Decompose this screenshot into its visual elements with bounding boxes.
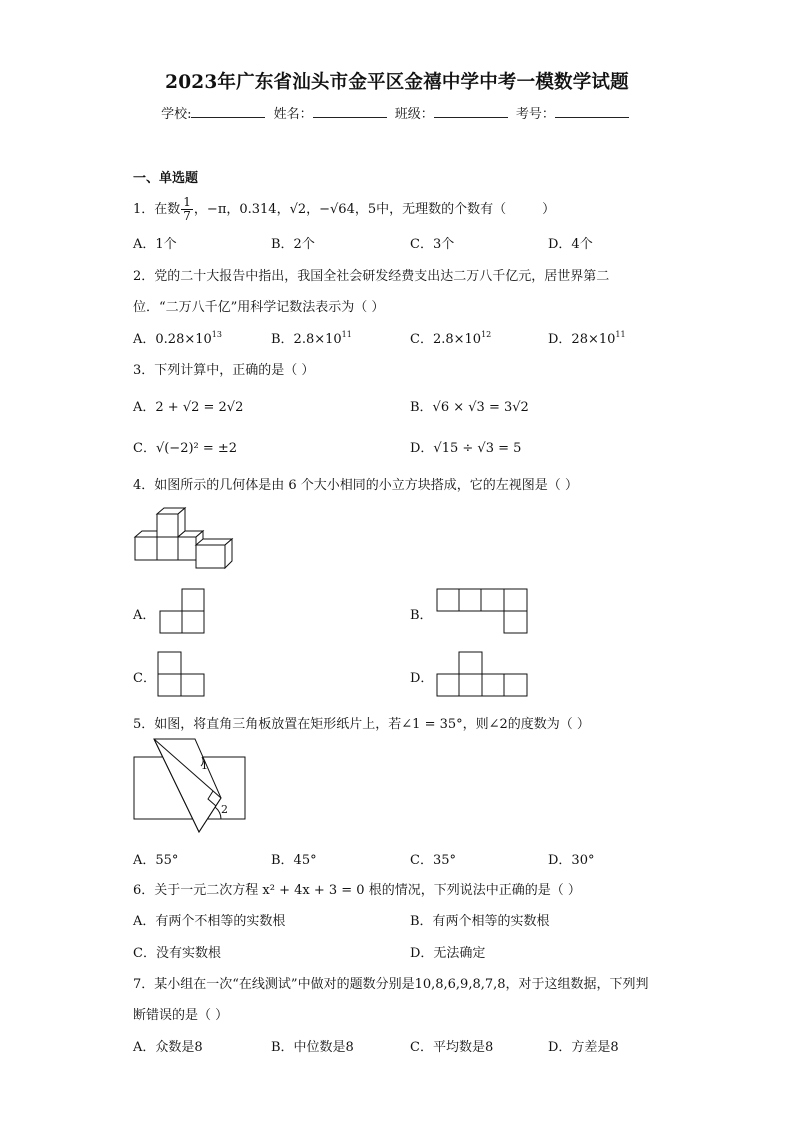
- question-7-option-a[interactable]: A．众数是8: [133, 1040, 203, 1055]
- question-5-option-c[interactable]: C．35°: [410, 853, 456, 868]
- question-5-option-a[interactable]: A．55°: [133, 853, 179, 868]
- question-2-option-d[interactable]: D．$28\times 10^{11}$: [548, 330, 626, 347]
- question-1-option-a[interactable]: A．1个: [133, 237, 177, 252]
- page-title: 2023年广东省汕头市金平区金禧中学中考一模数学试题: [165, 72, 629, 93]
- angle-2-label: 2: [221, 803, 228, 816]
- question-7-option-c[interactable]: C．平均数是8: [410, 1040, 494, 1055]
- question-1-option-c[interactable]: C．3个: [410, 237, 455, 252]
- question-5-stem: 5．如图，将直角三角板放置在矩形纸片上，若∠1 = 35°，则∠2的度数为（ ）: [133, 717, 590, 732]
- option-a-view-figure: [159, 588, 207, 636]
- question-6-option-d[interactable]: D．无法确定: [410, 946, 486, 961]
- name-label: 姓名：: [273, 107, 313, 122]
- question-2-option-b[interactable]: B．$2.8\times 10^{11}$: [271, 330, 352, 347]
- name-field[interactable]: [313, 105, 387, 118]
- exam-number-label: 考号：: [515, 107, 555, 122]
- question-6-stem: 6．关于一元二次方程 x² + 4x + 3 = 0 根的情况，下列说法中正确的是（ ）: [133, 883, 581, 898]
- question-2-stem-line1: 2．党的二十大报告中指出，我国全社会研发经费支出达二万八千亿元，居世界第二: [133, 269, 610, 284]
- question-5-option-b[interactable]: B．45°: [271, 853, 317, 868]
- option-d-view-figure: [436, 651, 530, 699]
- question-1-option-b[interactable]: B．2个: [271, 237, 315, 252]
- exam-number-field[interactable]: [555, 105, 629, 118]
- student-info-row: [0, 103, 794, 122]
- school-field[interactable]: [191, 105, 265, 118]
- question-4-option-b[interactable]: B．: [410, 608, 433, 623]
- question-2-stem-line2: 位．“二万八千亿”用科学记数法表示为（ ）: [133, 300, 385, 315]
- question-4-option-a[interactable]: A．: [133, 608, 156, 623]
- question-3-stem: 3．下列计算中，正确的是（ ）: [133, 363, 315, 378]
- triangle-rectangle-figure: [133, 738, 249, 836]
- question-7-stem-line1: 7．某小组在一次“在线测试”中做对的题数分别是10,8,6,9,8,7,8，对于这组数据，下列判: [133, 977, 649, 992]
- option-c-view-figure: [157, 651, 207, 699]
- section-title: 一、单选题: [133, 171, 199, 186]
- cube-solid-figure: [133, 507, 243, 569]
- class-field[interactable]: [434, 105, 508, 118]
- question-6-option-a[interactable]: A．有两个不相等的实数根: [133, 914, 286, 929]
- question-3-option-b[interactable]: B．√6 × √3 = 3√2: [410, 400, 529, 415]
- question-6-option-b[interactable]: B．有两个相等的实数根: [410, 914, 550, 929]
- question-1-stem: 1．在数 $\frac{1}{7}$ ，−π，0.314，√2，−√64，5中，无理数的个数有（ ）: [133, 195, 556, 223]
- question-7-option-d[interactable]: D．方差是8: [548, 1040, 619, 1055]
- question-2-option-a[interactable]: A．$0.28\times 10^{13}$: [133, 330, 222, 347]
- option-b-view-figure: [436, 588, 530, 636]
- question-7-stem-line2: 断错误的是（ ）: [133, 1008, 229, 1023]
- question-3-option-a[interactable]: A．2 + √2 = 2√2: [133, 400, 244, 415]
- question-6-option-c[interactable]: C．没有实数根: [133, 946, 221, 961]
- question-3-option-c[interactable]: C．√(−2)² = ±2: [133, 441, 238, 456]
- question-3-option-d[interactable]: D．√15 ÷ √3 = 5: [410, 441, 522, 456]
- question-4-stem: 4．如图所示的几何体是由 6 个大小相同的小立方块搭成，它的左视图是（ ）: [133, 478, 578, 493]
- question-4-option-d[interactable]: D．: [410, 671, 434, 686]
- school-label: 学校:: [161, 107, 192, 122]
- question-4-option-c[interactable]: C．: [133, 671, 156, 686]
- question-1-option-d[interactable]: D．4个: [548, 237, 593, 252]
- class-label: 班级：: [394, 107, 434, 122]
- fraction: $\frac{1}{7}$: [183, 195, 191, 223]
- question-2-option-c[interactable]: C．$2.8\times 10^{12}$: [410, 330, 492, 347]
- angle-1-label: 1: [201, 759, 208, 772]
- question-7-option-b[interactable]: B．中位数是8: [271, 1040, 354, 1055]
- question-5-option-d[interactable]: D．30°: [548, 853, 595, 868]
